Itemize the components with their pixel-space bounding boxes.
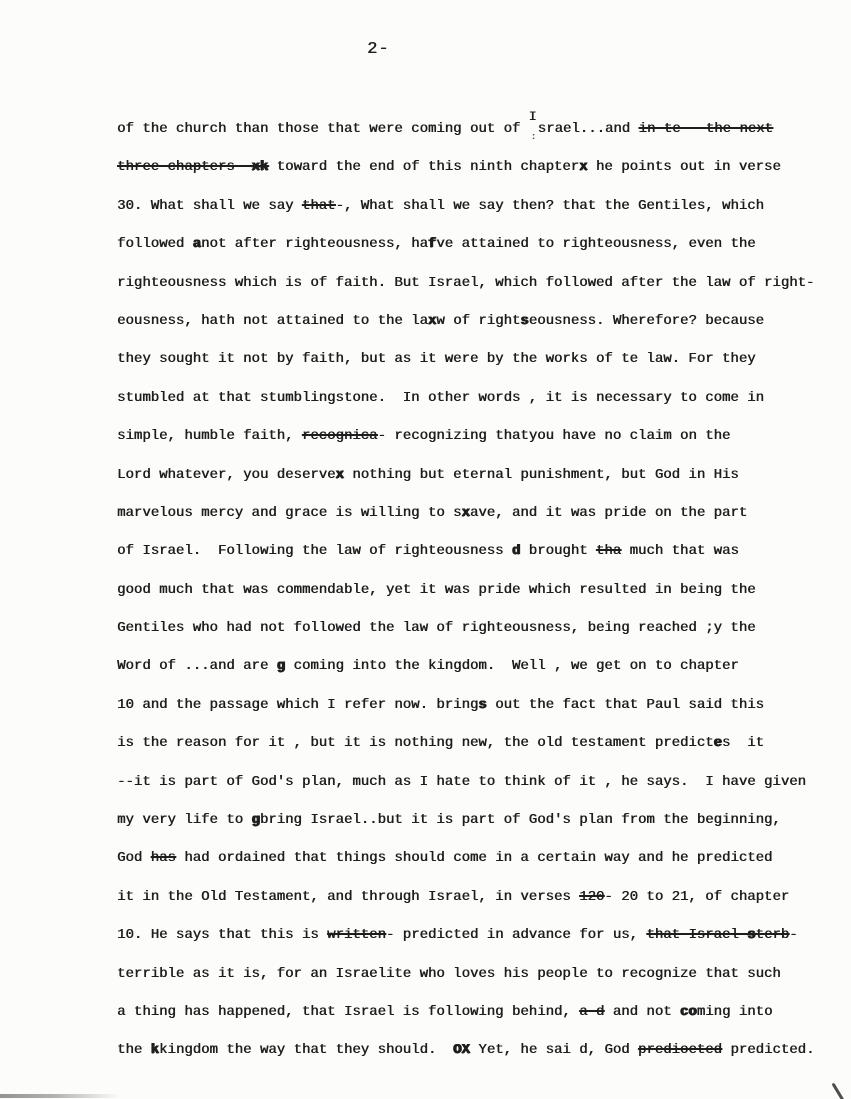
text-segment: brought [520,543,596,560]
text-line [117,225,827,263]
text-segment: of the church than those that were coming out of [117,121,529,137]
text-line [117,724,827,762]
text-segment: Word of ...and are [117,658,277,675]
text-line [117,609,827,647]
text-segment: marvelous mercy and grace is willing to s [117,504,462,521]
corner-pen-mark [832,1083,848,1099]
text-line [117,532,827,570]
text-line [117,340,827,378]
insert-mark-below: : [530,132,537,142]
text-segment: my very life to [117,812,252,829]
overstruck-text: x [579,159,588,176]
overstruck-text: x [461,504,470,521]
overstruck-text: OX [453,1042,470,1059]
text-segment: -, What shall we say then? that the Gentiles, which [335,197,764,214]
text-segment: s it [721,735,764,752]
text-segment: terrible as it is, for an Israelite who loves his people to recognize that such [117,965,781,982]
overstruck-text: f [427,236,437,253]
text-line [117,686,827,724]
struck-text: tha [595,543,622,560]
text-segment: - [789,927,798,944]
text-segment: - predicted in advance for us, [385,927,647,944]
text-line [117,456,827,494]
text-line [117,110,827,148]
struck-text: has [150,850,176,867]
text-segment: nothing but eternal punishment, but God in His [343,466,739,483]
text-line [117,148,827,186]
struck-text: recognica [301,428,378,445]
struck-text: three chapters- [117,159,252,176]
text-segment: is the reason for it , but it is nothing new, the old testament predict [117,735,714,752]
text-line [117,302,827,340]
text-segment: followed [117,236,193,253]
text-segment: ming into [696,1003,773,1020]
text-segment: righteousness which is of faith. But Israel, which followed after the law of right- [117,274,815,291]
text-segment: --it is part of God's plan, much as I hate to think of it , he says. I have given [117,773,806,790]
text-segment: he points out in verse [587,159,781,176]
text-segment: stumbled at that stumblingstone. In other words , it is necessary to come in [117,389,764,406]
text-segment: a thing has happened, that Israel is following behind, [117,1003,580,1020]
text-segment: Yet, he sai d, God [469,1042,638,1059]
inserted-char-stack [528,109,538,142]
text-line [117,264,827,302]
struck-text: 120 [579,888,605,905]
text-line [117,763,827,801]
struck-text: xk [251,159,269,176]
text-segment: ve attained to righteousness, even the [436,236,756,253]
struck-text: s [747,927,756,944]
overstruck-text: g [251,812,260,829]
text-line [117,417,827,455]
inserted-char-above: I [528,109,537,124]
text-segment: and not [604,1003,680,1020]
text-line [117,494,827,532]
text-segment: eousness. Wherefore? because [528,312,764,329]
overstruck-text: x [427,312,437,329]
struck-text: written [327,927,386,944]
page-number: 2- [367,40,390,59]
text-segment: bring Israel..but it is part of God's plan from the beginning, [259,812,781,829]
text-segment: coming into the kingdom. Well , we get on to chapter [285,658,739,675]
text-segment: 30. What shall we say [117,197,302,214]
struck-text: terb [755,927,790,944]
text-segment: toward the end of this ninth chapter [268,159,580,176]
text-segment: - 20 to 21, of chapter [604,888,790,905]
overstruck-text: e [713,735,722,752]
text-segment: they sought it not by faith, but as it were by the works of te law. For they [117,351,756,368]
text-segment: God [117,850,151,867]
document-body [117,110,827,1070]
text-segment: 10 and the passage which I refer now. bring [117,696,479,713]
overstruck-text: d [511,543,521,560]
text-line [117,878,827,916]
text-segment: kingdom the way that they should. [159,1042,454,1059]
text-line [117,801,827,839]
text-line [117,839,827,877]
text-line [117,647,827,685]
text-line [117,955,827,993]
struck-text: predioeted [637,1042,722,1059]
struck-text: in te-- the-next [638,121,773,137]
text-segment: 10. He says that this is [117,927,328,944]
text-segment: Gentiles who had not followed the law of righteousness, being reached ;y the [117,620,756,637]
text-line [117,1031,827,1069]
text-segment: had ordained that things should come in a certain way and he predicted [175,850,773,867]
overstruck-text: s [520,312,529,329]
text-segment: not after righteousness, ha [201,236,428,253]
text-segment: out the fact that Paul said this [486,696,764,713]
text-segment: srael...and [537,121,639,137]
scan-smudge-bottom-left [0,1094,120,1098]
text-line [117,187,827,225]
text-segment: - recognizing thatyou have no claim on the [377,428,731,445]
overstruck-text: k [150,1042,160,1059]
text-segment: of Israel. Following the law of righteousness [117,543,512,560]
overstruck-text: s [478,696,487,713]
text-segment: much that was [621,543,739,560]
text-segment: it in the Old Testament, and through Israel, in verses [117,888,580,905]
text-segment: w of right [436,312,521,329]
overstruck-text: g [276,658,286,675]
text-line [117,993,827,1031]
text-segment: predicted. [721,1042,815,1059]
text-segment: eousness, hath not attained to the la [117,312,428,329]
text-line [117,379,827,417]
text-line [117,571,827,609]
overstruck-text: co [679,1003,697,1020]
overstruck-text: x [335,466,344,483]
struck-text: that [301,197,336,214]
text-segment: good much that was commendable, yet it was pride which resulted in being the [117,581,756,598]
struck-text: a d [579,1003,605,1020]
text-segment: simple, humble faith, [117,428,302,445]
overstruck-text: a [192,236,202,253]
struck-text: that-Israel- [646,927,748,944]
text-segment: ave, and it was pride on the part [469,504,748,521]
text-segment: the [117,1042,151,1059]
text-segment: Lord whatever, you deserve [117,466,336,483]
text-line [117,916,827,954]
